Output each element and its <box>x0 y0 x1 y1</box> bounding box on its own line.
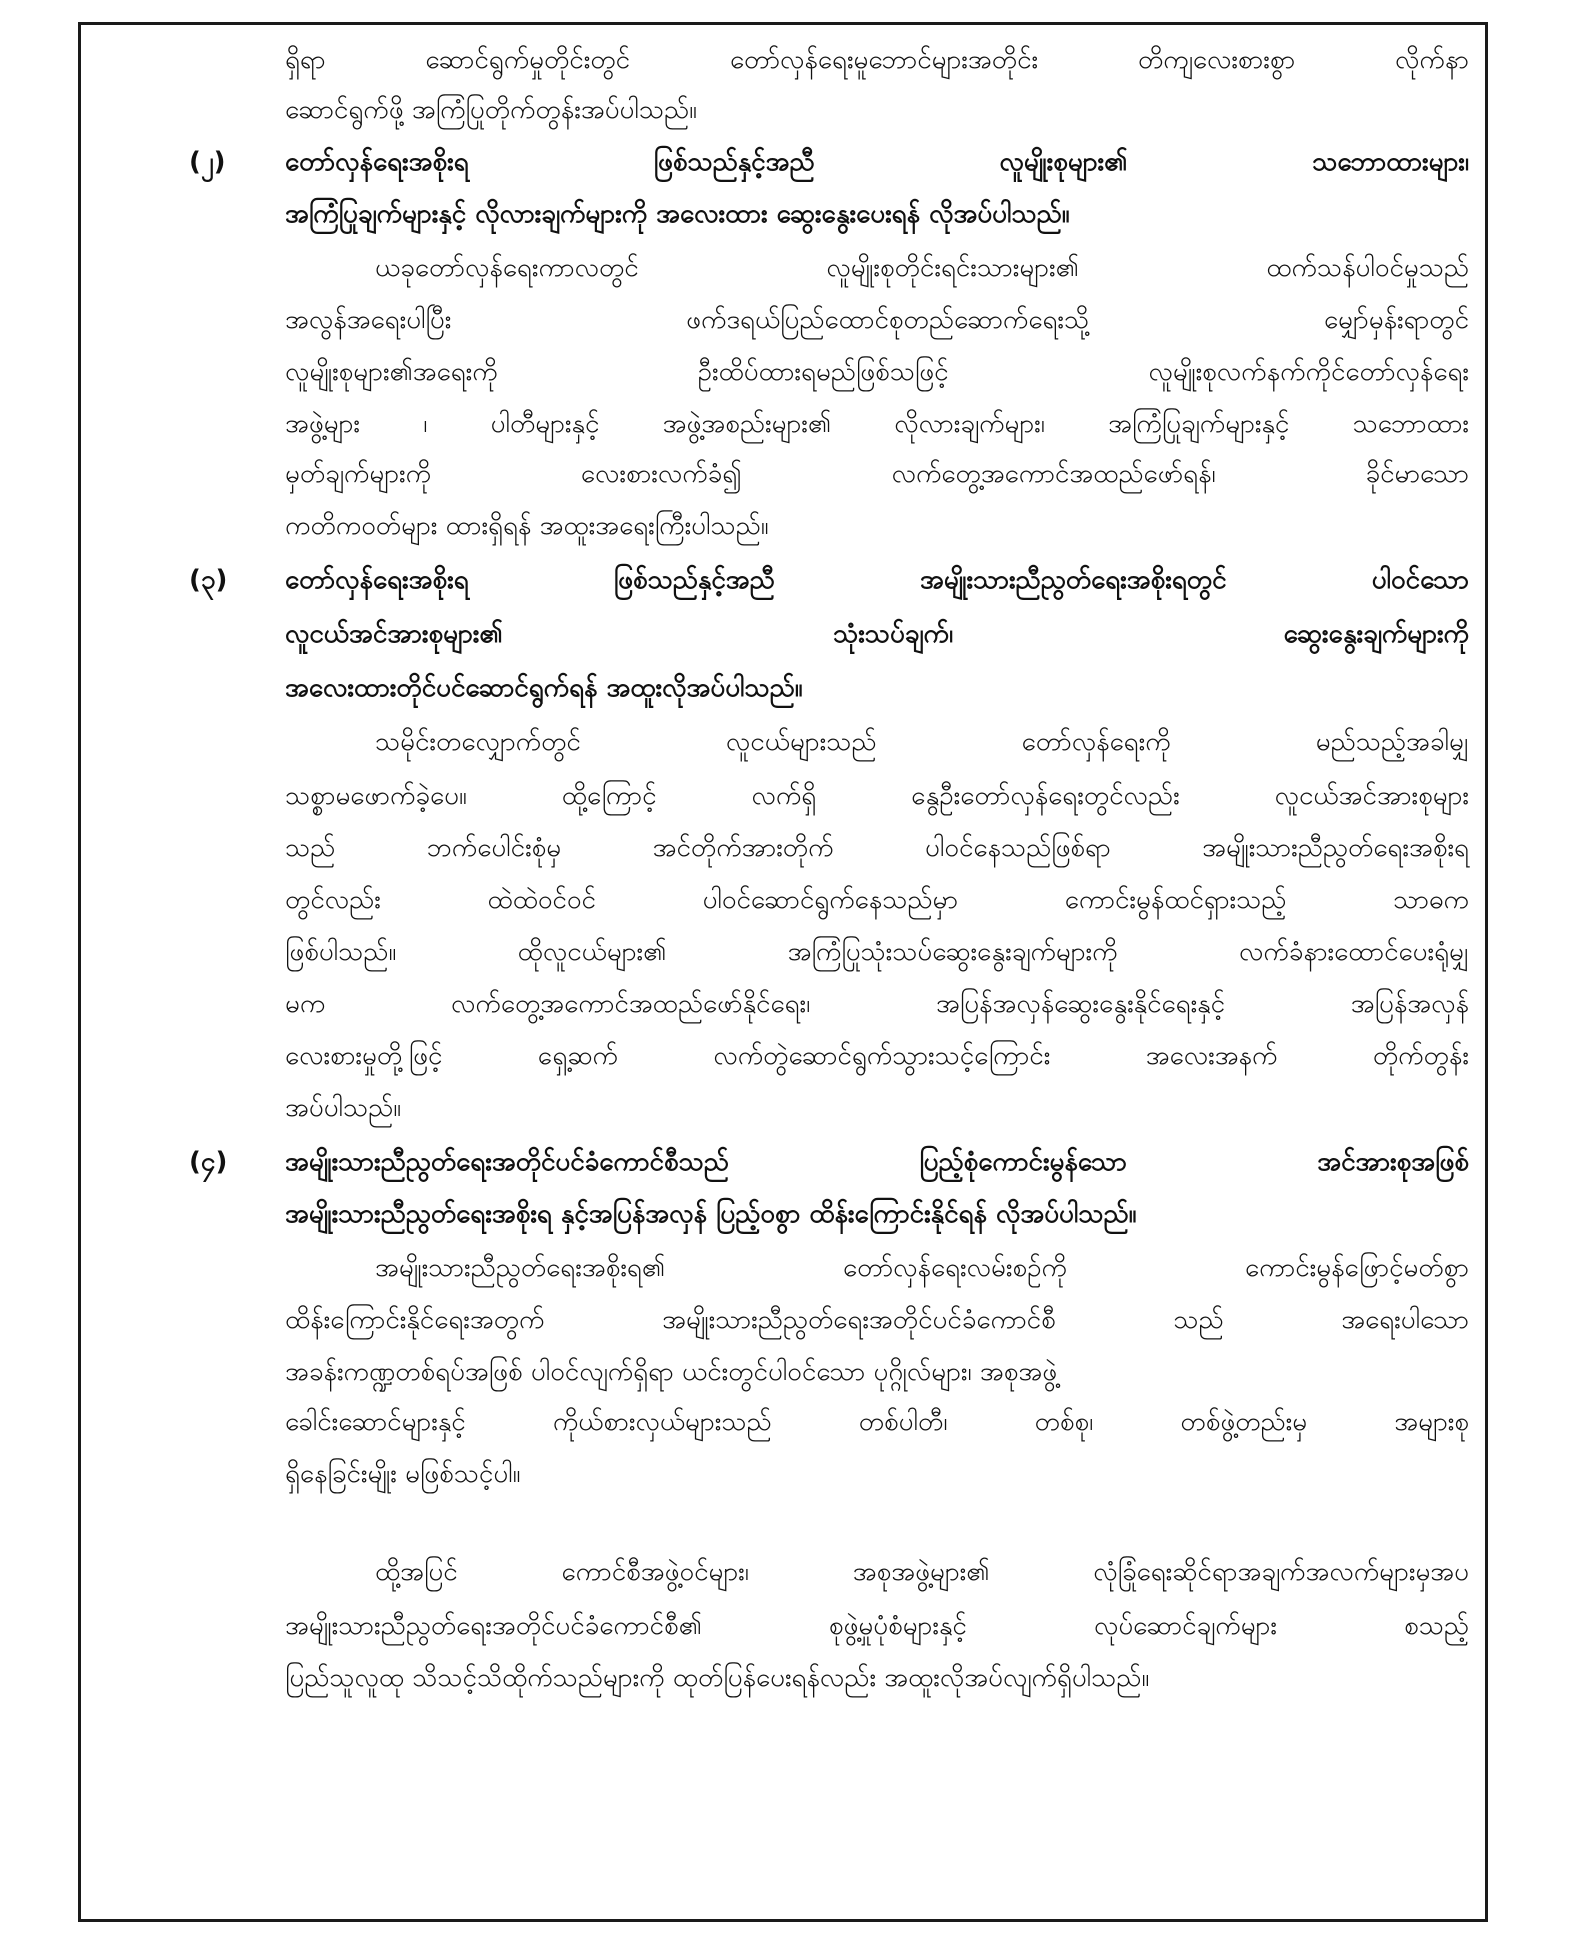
paragraph-line: လေးစားမှုတို့ဖြင့် ရှေ့ဆက် လက်တွဲဆောင်ရွက်သွားသင့်ကြောင်း အလေးအနက် တိုက်တွန်း <box>285 1041 1469 1071</box>
section-heading-line: အကြံပြုချက်များနှင့် လိုလားချက်များကို အလေးထား ဆွေးနွေးပေးရန် လိုအပ်ပါသည်။ <box>285 199 1070 229</box>
document-page <box>78 22 1488 1922</box>
paragraph-line: ခေါင်းဆောင်များနှင့် ကိုယ်စားလှယ်များသည် တစ်ပါတီ၊ တစ်စု၊ တစ်ဖွဲ့တည်းမှ အများစု <box>285 1407 1469 1437</box>
paragraph-line: အခန်းကဏ္ဍတစ်ရပ်အဖြစ် ပါဝင်လျက်ရှိရာ ယင်းတွင်ပါဝင်သော ပုဂ္ဂိုလ်များ၊ အစုအဖွဲ့ <box>285 1357 1058 1387</box>
paragraph-line: မှတ်ချက်များကို လေးစားလက်ခံ၍ လက်တွေ့အကောင်အထည်ဖော်ရန်၊ ခိုင်မာသော <box>285 459 1469 489</box>
section-number: (၂) <box>189 147 226 177</box>
paragraph-line: ဖြစ်ပါသည်။ ထိုလူငယ်များ၏ အကြံပြုသုံးသပ်ဆွေးနွေးချက်များကို လက်ခံနားထောင်ပေးရုံမျှ <box>285 937 1469 967</box>
intro-line: ဆောင်ရွက်ဖို့ အကြံပြုတိုက်တွန်းအပ်ပါသည်။ <box>285 95 698 125</box>
section-number: (၄) <box>189 1147 228 1177</box>
paragraph-line: သည် ဘက်ပေါင်းစုံမှ အင်တိုက်အားတိုက် ပါဝင်နေသည်ဖြစ်ရာ အမျိုးသားညီညွတ်ရေးအစိုးရ <box>285 833 1469 863</box>
section-heading-line: အမျိုးသားညီညွတ်ရေးအတိုင်ပင်ခံကောင်စီသည် ပြည့်စုံကောင်းမွန်သော အင်အားစုအဖြစ် <box>285 1147 1469 1177</box>
paragraph-line: ထို့အပြင် ကောင်စီအဖွဲ့ဝင်များ၊ အစုအဖွဲ့များ၏ လုံခြုံရေးဆိုင်ရာအချက်အလက်များမှအပ <box>375 1557 1469 1587</box>
paragraph-line: တွင်လည်း ထဲထဲဝင်ဝင် ပါဝင်ဆောင်ရွက်နေသည်မှာ ကောင်းမွန်ထင်ရှားသည့် သာဓက <box>285 885 1469 915</box>
paragraph-line: ပြည်သူလူထု သိသင့်သိထိုက်သည်များကို ထုတ်ပြန်ပေးရန်လည်း အထူးလိုအပ်လျက်ရှိပါသည်။ <box>285 1663 1150 1693</box>
paragraph-line: ယခုတော်လှန်ရေးကာလတွင် လူမျိုးစုတိုင်းရင်းသားများ၏ ထက်သန်ပါဝင်မှုသည် <box>375 253 1469 283</box>
section-heading-line: တော်လှန်ရေးအစိုးရ ဖြစ်သည်နှင့်အညီ အမျိုးသားညီညွတ်ရေးအစိုးရတွင် ပါဝင်သော <box>285 565 1469 595</box>
paragraph-line: အပ်ပါသည်။ <box>285 1093 402 1123</box>
paragraph-line: အမျိုးသားညီညွတ်ရေးအတိုင်ပင်ခံကောင်စီ၏ စုဖွဲ့မှုပုံစံများနှင့် လုပ်ဆောင်ချက်များ စသည့် <box>285 1611 1469 1641</box>
section-heading-line: တော်လှန်ရေးအစိုးရ ဖြစ်သည်နှင့်အညီ လူမျိုးစုများ၏ သဘောထားများ၊ <box>285 147 1469 177</box>
paragraph-line: သစ္စာမဖောက်ခဲ့ပေ။ ထို့ကြောင့် လက်ရှိ နွေဦးတော်လှန်ရေးတွင်လည်း လူငယ်အင်အားစုများ <box>285 781 1469 811</box>
paragraph-line: အလွန်အရေးပါပြီး ဖက်ဒရယ်ပြည်ထောင်စုတည်ဆောက်ရေးသို့ မျှော်မှန်းရာတွင် <box>285 305 1469 335</box>
section-heading-line: အမျိုးသားညီညွတ်ရေးအစိုးရ နှင့်အပြန်အလှန် ပြည့်ဝစွာ ထိန်းကြောင်းနိုင်ရန် လိုအပ်ပါသည်။ <box>285 1199 1137 1229</box>
section-heading-line: လူငယ်အင်အားစုများ၏ သုံးသပ်ချက်၊ ဆွေးနွေးချက်များကို <box>285 619 1469 649</box>
intro-line: ရှိရာ ဆောင်ရွက်မှုတိုင်းတွင် တော်လှန်ရေးမူဘောင်များအတိုင်း တိကျလေးစားစွာ လိုက်နာ <box>285 45 1469 75</box>
paragraph-line: ရှိနေခြင်းမျိုး မဖြစ်သင့်ပါ။ <box>285 1459 521 1489</box>
section-heading-line: အလေးထားတိုင်ပင်ဆောင်ရွက်ရန် အထူးလိုအပ်ပါသည်။ <box>285 673 803 703</box>
paragraph-line: မက လက်တွေ့အကောင်အထည်ဖော်နိုင်ရေး၊ အပြန်အလှန်ဆွေးနွေးနိုင်ရေးနှင့် အပြန်အလှန် <box>285 989 1469 1019</box>
paragraph-line: သမိုင်းတလျှောက်တွင် လူငယ်များသည် တော်လှန်ရေးကို မည်သည့်အခါမျှ <box>375 727 1469 757</box>
paragraph-line: အမျိုးသားညီညွတ်ရေးအစိုးရ၏ တော်လှန်ရေးလမ်းစဉ်ကို ကောင်းမွန်ဖြောင့်မတ်စွာ <box>375 1253 1469 1283</box>
paragraph-line: လူမျိုးစုများ၏အရေးကို ဦးထိပ်ထားရမည်ဖြစ်သဖြင့် လူမျိုးစုလက်နက်ကိုင်တော်လှန်ရေး <box>285 357 1469 387</box>
section-number: (၃) <box>189 565 228 595</box>
paragraph-line: ထိန်းကြောင်းနိုင်ရေးအတွက် အမျိုးသားညီညွတ်ရေးအတိုင်ပင်ခံကောင်စီ သည် အရေးပါသော <box>285 1305 1469 1335</box>
paragraph-line: ကတိကဝတ်များ ထားရှိရန် အထူးအရေးကြီးပါသည်။ <box>285 511 769 541</box>
paragraph-line: အဖွဲ့များ ၊ ပါတီများနှင့် အဖွဲ့အစည်းများ၏ လိုလားချက်များ၊ အကြံပြုချက်များနှင့် သဘောထား <box>285 409 1469 439</box>
